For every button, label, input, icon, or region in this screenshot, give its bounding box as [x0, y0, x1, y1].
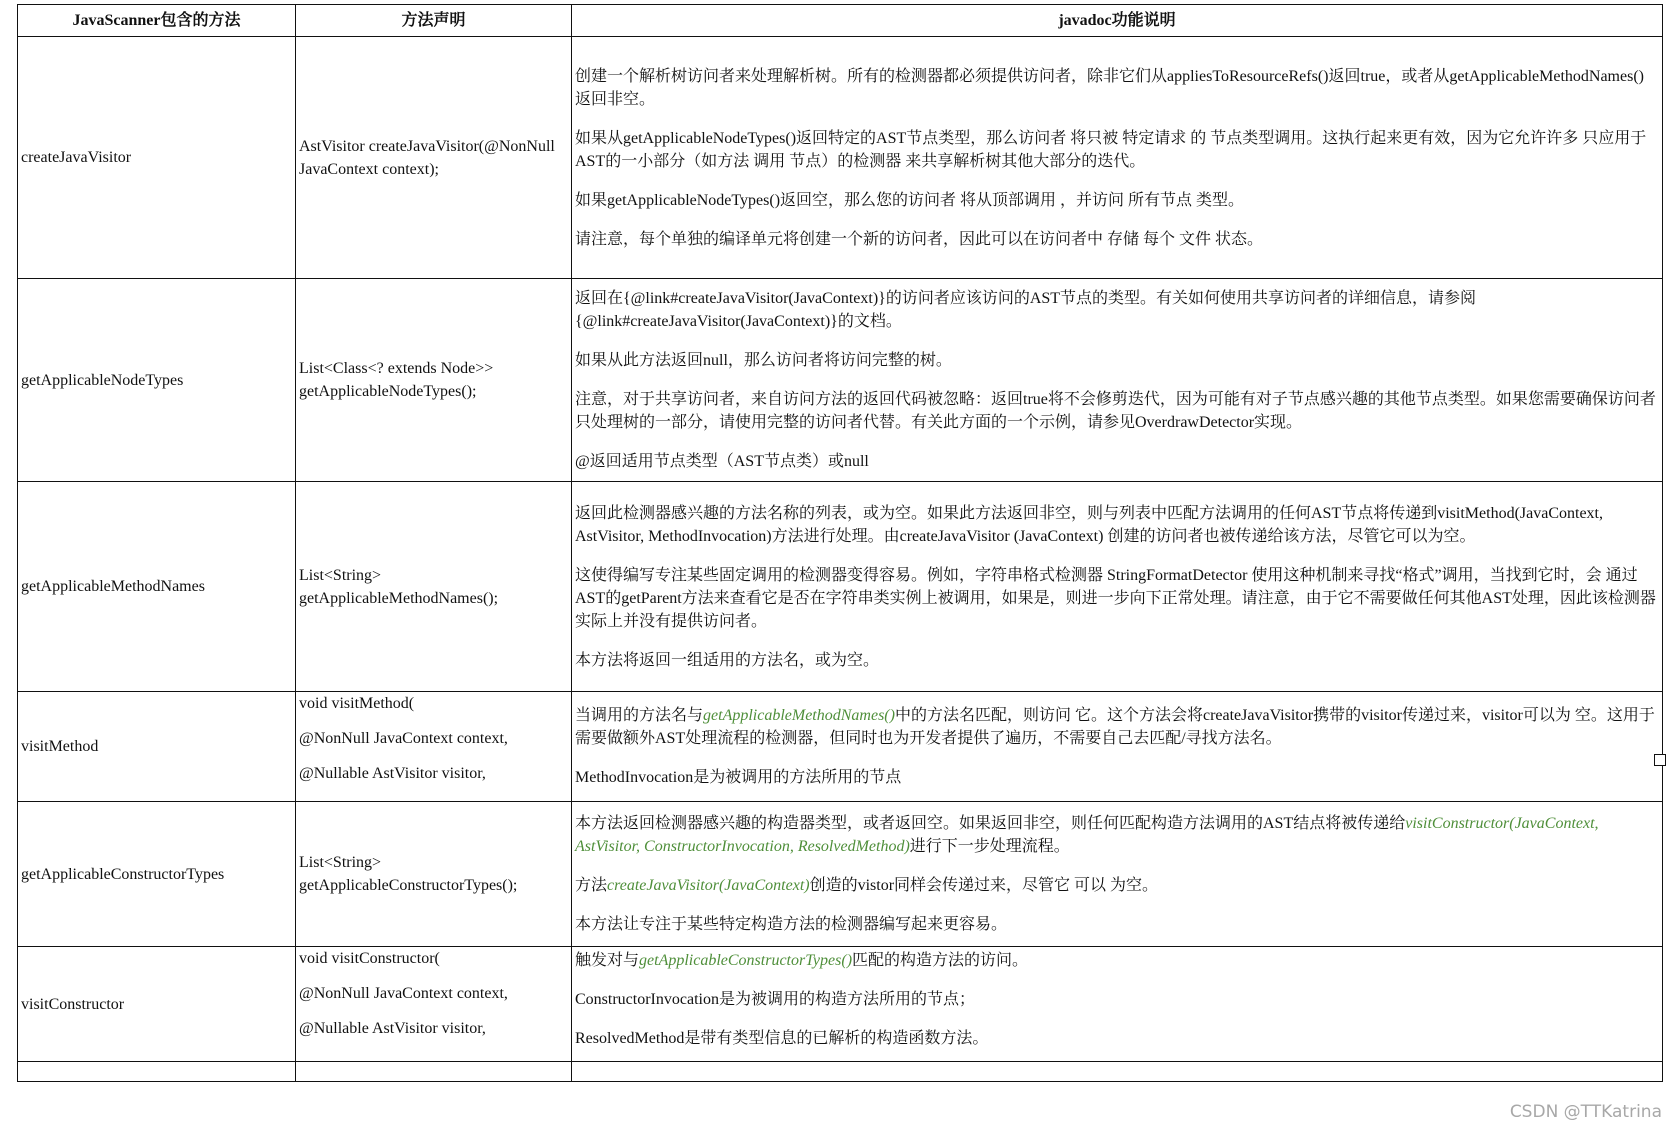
description-paragraph: ResolvedMethod是带有类型信息的已解析的构造函数方法。 — [575, 1030, 989, 1047]
header-declaration: 方法声明 — [296, 5, 572, 37]
declaration-line: List<Class<? extends Node>> getApplicableNodeTypes(); — [299, 360, 494, 400]
description-paragraph — [575, 949, 1659, 972]
table-row — [18, 37, 1663, 279]
method-name — [18, 1062, 296, 1082]
method-name: getApplicableMethodNames — [18, 482, 296, 692]
method-declaration — [296, 802, 572, 947]
description-paragraph: @返回适用节点类型（AST节点类）或null — [575, 453, 869, 470]
method-link[interactable]: getApplicableConstructorTypes() — [639, 952, 853, 969]
header-description: javadoc功能说明 — [572, 5, 1663, 37]
description-paragraph: 创建一个解析树访问者来处理解析树。所有的检测器都必须提供访问者，除非它们从appliesToResourceRefs()返回true，或者从getApplicableMethodNames()返回非空。 — [575, 67, 1644, 108]
description-text: 触发对与 — [575, 952, 640, 969]
description-text: 当调用的方法名与 — [575, 707, 704, 724]
table-row — [18, 802, 1663, 947]
method-description — [572, 37, 1663, 279]
method-name: getApplicableConstructorTypes — [18, 802, 296, 947]
description-paragraph: 返回此检测器感兴趣的方法名称的列表，或为空。如果此方法返回非空，则与列表中匹配方法调用的任何AST节点将传递到visitMethod(JavaContext, AstVisitor, MethodInvocation)方法进行处理。由createJavaVisitor (JavaContext) 创建的访问者也被传递给该方法，尽管它可以为空。 — [575, 504, 1603, 545]
description-paragraph: MethodInvocation是为被调用的方法所用的节点 — [575, 769, 902, 786]
header-method: JavaScanner包含的方法 — [18, 5, 296, 37]
declaration-line: @NonNull JavaContext context, — [299, 985, 508, 1002]
watermark-text: CSDN @TTKatrina — [1509, 1102, 1662, 1122]
description-paragraph — [575, 812, 1659, 858]
method-description — [572, 947, 1663, 1062]
table-row — [18, 947, 1663, 1062]
method-declaration — [296, 279, 572, 482]
method-description — [572, 1062, 1663, 1082]
method-declaration — [296, 482, 572, 692]
declaration-line: @NonNull JavaContext context, — [299, 730, 508, 747]
description-paragraph: 请注意，每个单独的编译单元将创建一个新的访问者，因此可以在访问者中 存储 每个 文件 状态。 — [575, 230, 1264, 248]
description-text: 进行下一步处理流程。 — [909, 838, 1070, 855]
javascanner-methods-table — [17, 4, 1663, 1082]
method-declaration — [296, 947, 572, 1062]
method-name: createJavaVisitor — [18, 37, 296, 279]
method-link[interactable]: getApplicableMethodNames() — [703, 707, 895, 724]
table-row — [18, 692, 1663, 802]
description-paragraph: 注意，对于共享访问者，来自访问方法的返回代码被忽略：返回true将不会修剪迭代，因为可能有对子节点感兴趣的其他节点类型。如果您需要确保访问者只处理树的一部分，请使用完整的访问者代替。有关此方面的一个示例，请参见OverdrawDetector实现。 — [575, 391, 1656, 431]
method-description — [572, 482, 1663, 692]
description-text: 中的方法名匹配，则访问 它。这个方法会将createJavaVisitor携带的visitor传递过来，visitor可以为 空。这用于需要做额外AST处理流程的检测器，但同时也为开发者提供了遍历，不需要自己去匹配/寻找方法名。 — [575, 707, 1655, 747]
method-link[interactable]: createJavaVisitor(JavaContext) — [607, 877, 810, 894]
method-link[interactable]: visitConstructor(JavaContext, AstVisitor, ConstructorInvocation, ResolvedMethod) — [575, 815, 1599, 855]
declaration-line: @Nullable AstVisitor visitor, — [299, 1020, 486, 1037]
description-paragraph: 本方法将返回一组适用的方法名，或为空。 — [575, 651, 880, 669]
method-description — [572, 692, 1663, 802]
table-header-row — [18, 5, 1663, 37]
method-description — [572, 802, 1663, 947]
description-text: 创造的vistor同样会传递过来，尽管它 可以 为空。 — [809, 877, 1159, 894]
declaration-line: void visitMethod( — [299, 695, 415, 712]
table-row-partial — [18, 1062, 1663, 1082]
method-declaration — [296, 692, 572, 802]
method-description — [572, 279, 1663, 482]
description-paragraph: 如果从getApplicableNodeTypes()返回特定的AST节点类型，那么访问者 将只被 特定请求 的 节点类型调用。这执行起来更有效，因为它允许许多 只应用于 AST的一小部分（如方法 调用 节点）的检测器 来共享解析树其他大部分的迭代。 — [575, 129, 1647, 170]
method-declaration — [296, 1062, 572, 1082]
method-name: getApplicableNodeTypes — [18, 279, 296, 482]
table-row — [18, 279, 1663, 482]
description-paragraph: 本方法让专注于某些特定构造方法的检测器编写起来更容易。 — [575, 916, 1008, 933]
declaration-line: List<String> getApplicableConstructorTypes(); — [299, 854, 518, 894]
method-declaration — [296, 37, 572, 279]
method-name: visitConstructor — [18, 947, 296, 1062]
description-paragraph: 如果从此方法返回null，那么访问者将访问完整的树。 — [575, 352, 952, 369]
table-row — [18, 482, 1663, 692]
declaration-line: void visitConstructor( — [299, 950, 440, 967]
description-text: 匹配的构造方法的访问。 — [852, 952, 1029, 969]
declaration-line: AstVisitor createJavaVisitor(@NonNull JavaContext context); — [299, 137, 555, 178]
column-resize-handle[interactable] — [1654, 754, 1666, 766]
declaration-line: @Nullable AstVisitor visitor, — [299, 765, 486, 782]
description-text: 本方法返回检测器感兴趣的构造器类型，或者返回空。如果返回非空，则任何匹配构造方法调用的AST结点将被传递给 — [575, 815, 1406, 832]
description-text: 方法 — [575, 877, 608, 894]
description-paragraph: ConstructorInvocation是为被调用的构造方法所用的节点； — [575, 991, 975, 1008]
description-paragraph — [575, 704, 1659, 750]
description-paragraph: 这使得编写专注某些固定调用的检测器变得容易。例如，字符串格式检测器 StringFormatDetector 使用这种机制来寻找“格式”调用，当找到它时，会 通过 AST的getParent方法来查看它是否在字符串类实例上被调用，如果是，则进一步向下正常处理。请注意，由于它不需要做任何其他AST处理，因此该检测器实际上并没有提供访问者。 — [575, 566, 1656, 630]
description-paragraph — [575, 874, 1659, 897]
method-name: visitMethod — [18, 692, 296, 802]
description-paragraph: 如果getApplicableNodeTypes()返回空，那么您的访问者 将从顶部调用 ，并访问 所有节点 类型。 — [575, 191, 1245, 209]
declaration-line: List<String> getApplicableMethodNames(); — [299, 566, 499, 607]
description-paragraph: 返回在{@link#createJavaVisitor(JavaContext)}的访问者应该访问的AST节点的类型。有关如何使用共享访问者的详细信息，请参阅{@link#createJavaVisitor(JavaContext)}的文档。 — [575, 290, 1477, 330]
